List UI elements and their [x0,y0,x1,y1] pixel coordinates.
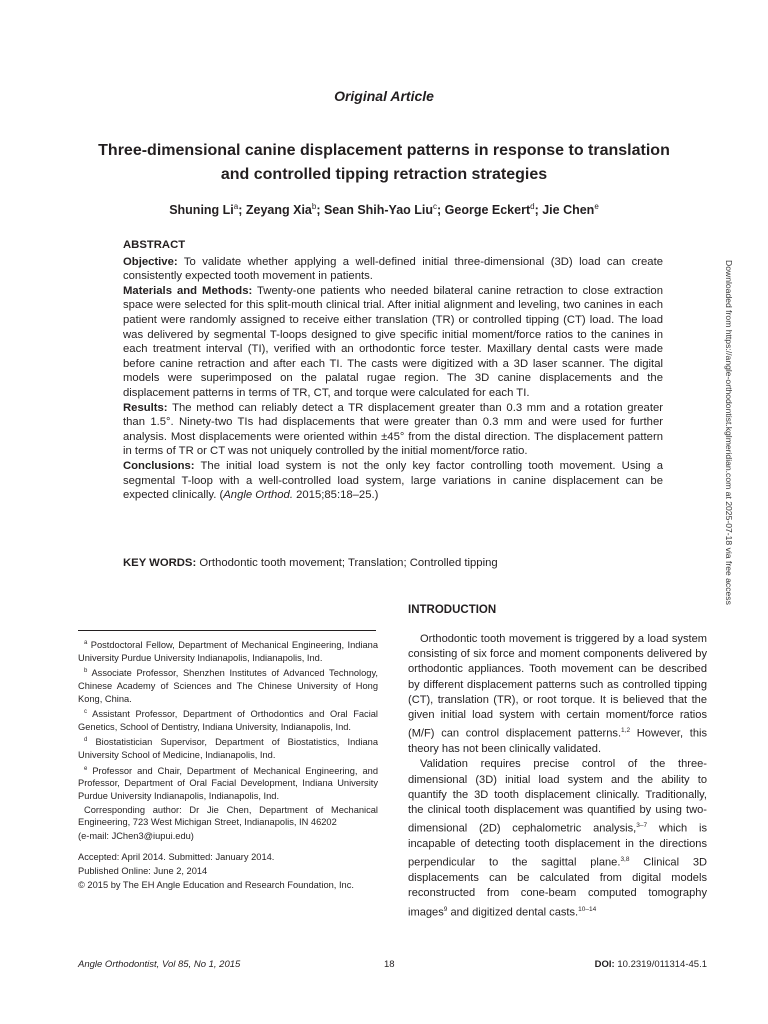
footnotes [78,637,378,892]
footnote-text: Postdoctoral Fellow, Department of Mechanical Engineering, Indiana University Purdue University Indianapolis, Indianapolis, Ind. [78,640,378,663]
methods-label: Materials and Methods: [123,284,253,297]
corresponding-email: (e-mail: JChen3@iupui.edu) [78,830,194,841]
objective-text: To validate whether applying a well-defined initial three-dimensional (3D) load can create consistently expected tooth movement in patients. [123,255,663,283]
author-affiliation-mark: d [530,202,535,211]
section-label: Original Article [334,88,434,104]
author-name: Sean Shih-Yao Liu [323,203,434,218]
affiliation-footnote [78,665,378,705]
intro-text: However, this theory has not been clinically validated. [408,727,707,756]
footnote-mark: d [84,737,88,744]
doi-label: DOI: [594,959,615,970]
results-label: Results: [123,401,168,414]
article-title [60,139,708,187]
abstract-results [123,401,663,459]
author-affiliation-mark: e [594,202,599,211]
intro-text: Clinical 3D displacements can be calculated from digital models reconstructed from cone-beam computed tomography images [408,856,707,919]
author-name: Zeyang Xia [245,203,312,218]
download-watermark: Downloaded from https://angle-orthodontist.kglmeridian.com at 2025-07-18 via free access [724,260,734,605]
affiliation-footnote [78,637,378,664]
introduction-body [408,632,707,920]
author-name: Jie Chen [542,203,595,218]
abstract-objective [123,255,663,284]
footnote-mark: e [84,765,88,772]
footnote-text: Professor and Chair, Department of Mechanical Engineering, and Professor, Department of Oral Facial Development, Indiana University Purdue University Indianapolis, Indianapolis, Ind. [78,765,378,801]
footer-doi [595,959,707,970]
author-separator: ; [238,203,246,218]
footnote-text: Associate Professor, Shenzhen Institutes of Advanced Technology, Chinese Academy of Sciences and The Chinese University of Hong Kong, China. [78,668,378,704]
keywords [123,556,663,571]
author-separator: ; [437,203,445,218]
published-date: Published Online: June 2, 2014 [78,865,208,876]
methods-text: Twenty-one patients who needed bilateral canine retraction to close extraction space were selected for this split-mouth clinical trial. After initial alignment and leveling, two canines in each patient were randomly assigned to receive either translation (TR) or controlled tipping (CT) load. The load was delivered by segmental T-loops designed to give specific initial moment/force ratios to the canines in each treatment interval (TI), verified with an orthodontic force tester. Maxillary dental casts were made before canine retraction and after each TI. The casts were digitized with a 3D laser scanner. The digital models were superimposed on the palatal rugae region. The 3D canine displacements and the displacement patterns in terms of TR, CT, and torque were calculated for each TI. [123,284,663,399]
doi-value: 10.2319/011314-45.1 [614,959,707,970]
citation-journal: Angle Orthod. [223,489,293,502]
author-name: Shuning Li [169,203,234,218]
conclusions-text: The initial load system is not the only key factor controlling tooth movement. Using a segmental T-loop with a well-controlled load system, large variations in canine displacement can be expected clinically. ( [123,459,663,502]
intro-paragraph-2 [408,757,707,920]
reference-mark: 10–14 [578,905,597,913]
reference-mark: 3,8 [620,856,630,864]
reference-mark: 1,2 [621,727,631,735]
conclusions-label: Conclusions: [123,459,195,472]
title-line-2: and controlled tipping retraction strategies [220,166,548,183]
corresponding-author: Corresponding author: Dr Jie Chen, Department of Mechanical Engineering, 723 West Michigan Street, Indianapolis, IN 46202 [78,804,378,828]
reference-mark: 9 [443,905,448,913]
copyright-notice: © 2015 by The EH Angle Education and Research Foundation, Inc. [78,879,354,890]
author-affiliation-mark: b [311,202,317,211]
author-separator: ; [316,203,324,218]
footnote-text: Assistant Professor, Department of Orthodontics and Oral Facial Genetics, School of Dentistry, Indiana University, Indianapolis, Ind. [78,709,379,732]
abstract-methods [123,284,663,401]
results-text: The method can reliably detect a TR displacement greater than 0.3 mm and a rotation greater than 1.5°. Ninety-two TIs had displacements that were greater than 0.3 mm and were used for further analysis. Most displacements were oriented within ±45° from the distal direction. The displacement pattern in terms of TR or CT was not uniquely controlled by the initial moment/force ratio. [123,401,663,458]
intro-text: Validation requires precise control of the three-dimensional (3D) initial load system and the ability to quantify the 3D tooth displacement clinically. Traditionally, the clinical tooth displacement was quantified by using two-dimensional (2D) cephalometric analysis, [408,758,707,835]
title-line-1: Three-dimensional canine displacement patterns in response to translation [98,142,670,159]
author-separator: ; [534,203,543,218]
keywords-text: Orthodontic tooth movement; Translation; Controlled tipping [199,557,498,569]
accepted-dates: Accepted: April 2014. Submitted: January 2014. [78,852,275,863]
author-affiliation-mark: c [433,202,438,211]
keywords-label: KEY WORDS: [123,557,197,569]
footnote-spacer [78,843,378,851]
author-list [60,202,708,217]
affiliation-footnote [78,706,378,733]
citation-rest: 2015;85:18–25.) [292,489,379,502]
objective-label: Objective: [123,255,178,268]
intro-text: which is incapable of detecting tooth displacement in the directions perpendicular to the sagittal plane. [408,822,707,869]
introduction-heading: INTRODUCTION [408,604,497,616]
footnote-mark: a [84,640,88,646]
abstract-heading: ABSTRACT [123,239,186,251]
footnote-divider [78,630,376,631]
intro-paragraph-1 [408,632,707,757]
footnote-mark: b [84,668,88,675]
footnote-text: Biostatistician Supervisor, Department of Biostatistics, Indiana University School of Medicine, Indianapolis, Ind. [78,737,378,761]
abstract [123,238,663,503]
abstract-conclusions [123,459,663,503]
page-number: 18 [384,959,395,970]
intro-text: Orthodontic tooth movement is triggered by a load system consisting of six force and moment components delivered by orthodontic appliances. Tooth movement can be described by different displacement patterns such as controlled tipping (CT), translation (TR), or root torque. It is believed that the given initial load system with certain moment/force ratios (M/F) can control displacement patterns. [408,633,707,740]
reference-mark: 3–7 [636,822,648,830]
author-name: George Eckert [444,203,531,218]
footnote-mark: c [84,709,87,716]
affiliation-footnote [78,763,378,803]
intro-text: and digitized dental casts. [447,906,579,919]
author-affiliation-mark: a [233,202,239,211]
footer-journal: Angle Orthodontist, Vol 85, No 1, 2015 [78,959,241,970]
affiliation-footnote [78,734,378,761]
